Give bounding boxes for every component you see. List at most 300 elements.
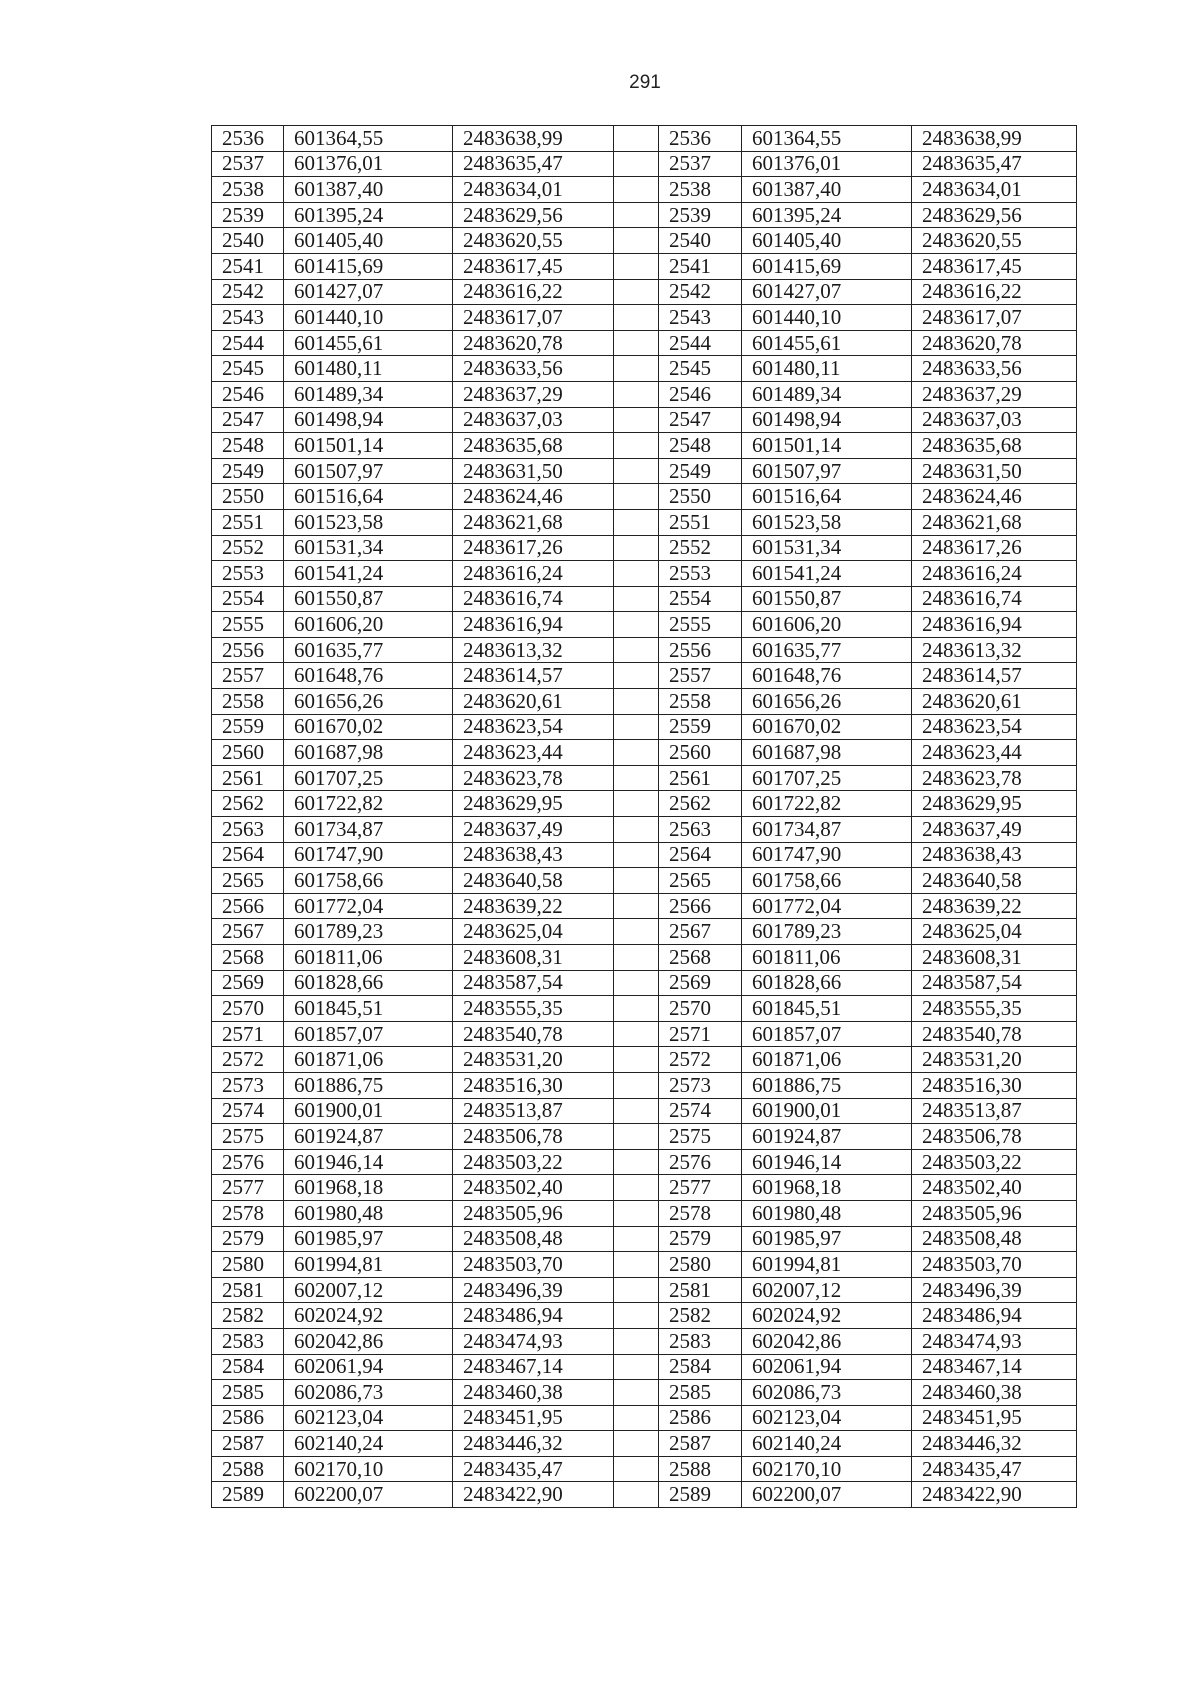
- table-row: [212, 561, 1077, 587]
- table-row: [212, 740, 1077, 766]
- y-coordinate-cell: 2483540,78: [912, 1021, 1077, 1047]
- x-coordinate-cell: 601635,77: [284, 637, 453, 663]
- y-coordinate-cell: 2483616,22: [453, 279, 614, 305]
- x-coordinate-cell: 601507,97: [284, 458, 453, 484]
- point-number-cell: 2589: [212, 1482, 284, 1508]
- point-number-cell: 2570: [659, 996, 742, 1022]
- spacer-cell-cell: [614, 126, 659, 152]
- table-row: [212, 1303, 1077, 1329]
- point-number-cell: 2578: [659, 1200, 742, 1226]
- point-number-cell: 2541: [212, 253, 284, 279]
- point-number-cell: 2540: [212, 228, 284, 254]
- y-coordinate-cell: 2483629,56: [912, 202, 1077, 228]
- y-coordinate-cell: 2483640,58: [453, 868, 614, 894]
- y-coordinate-cell: 2483608,31: [912, 945, 1077, 971]
- spacer-cell-cell: [614, 1277, 659, 1303]
- point-number-cell: 2589: [659, 1482, 742, 1508]
- y-coordinate-cell: 2483460,38: [912, 1380, 1077, 1406]
- table-row: [212, 126, 1077, 152]
- point-number-cell: 2575: [212, 1124, 284, 1150]
- x-coordinate-cell: 601722,82: [284, 791, 453, 817]
- point-number-cell: 2559: [212, 714, 284, 740]
- x-coordinate-cell: 601501,14: [284, 433, 453, 459]
- point-number-cell: 2548: [212, 433, 284, 459]
- table-row: [212, 1021, 1077, 1047]
- x-coordinate-cell: 601523,58: [284, 509, 453, 535]
- y-coordinate-cell: 2483639,22: [453, 893, 614, 919]
- table-row: [212, 1431, 1077, 1457]
- y-coordinate-cell: 2483637,29: [912, 381, 1077, 407]
- point-number-cell: 2586: [212, 1405, 284, 1431]
- x-coordinate-cell: 601886,75: [742, 1072, 912, 1098]
- spacer-cell-cell: [614, 228, 659, 254]
- point-number-cell: 2554: [212, 586, 284, 612]
- x-coordinate-cell: 601498,94: [742, 407, 912, 433]
- x-coordinate-cell: 601523,58: [742, 509, 912, 535]
- x-coordinate-cell: 601656,26: [284, 689, 453, 715]
- point-number-cell: 2539: [659, 202, 742, 228]
- x-coordinate-cell: 601670,02: [284, 714, 453, 740]
- y-coordinate-cell: 2483446,32: [912, 1431, 1077, 1457]
- x-coordinate-cell: 602007,12: [284, 1277, 453, 1303]
- y-coordinate-cell: 2483502,40: [453, 1175, 614, 1201]
- point-number-cell: 2588: [212, 1456, 284, 1482]
- point-number-cell: 2574: [212, 1098, 284, 1124]
- point-number-cell: 2571: [659, 1021, 742, 1047]
- spacer-cell-cell: [614, 868, 659, 894]
- point-number-cell: 2575: [659, 1124, 742, 1150]
- x-coordinate-cell: 601985,97: [284, 1226, 453, 1252]
- table-row: [212, 279, 1077, 305]
- y-coordinate-cell: 2483587,54: [912, 970, 1077, 996]
- x-coordinate-cell: 601376,01: [742, 151, 912, 177]
- x-coordinate-cell: 601501,14: [742, 433, 912, 459]
- y-coordinate-cell: 2483467,14: [912, 1354, 1077, 1380]
- y-coordinate-cell: 2483638,43: [912, 842, 1077, 868]
- point-number-cell: 2552: [659, 535, 742, 561]
- y-coordinate-cell: 2483633,56: [912, 356, 1077, 382]
- spacer-cell-cell: [614, 1431, 659, 1457]
- x-coordinate-cell: 601427,07: [742, 279, 912, 305]
- spacer-cell-cell: [614, 1047, 659, 1073]
- point-number-cell: 2556: [212, 637, 284, 663]
- x-coordinate-cell: 602123,04: [284, 1405, 453, 1431]
- point-number-cell: 2564: [659, 842, 742, 868]
- table-row: [212, 177, 1077, 203]
- y-coordinate-cell: 2483634,01: [453, 177, 614, 203]
- spacer-cell-cell: [614, 817, 659, 843]
- y-coordinate-cell: 2483617,26: [912, 535, 1077, 561]
- x-coordinate-cell: 601734,87: [284, 817, 453, 843]
- table-row: [212, 919, 1077, 945]
- point-number-cell: 2557: [659, 663, 742, 689]
- y-coordinate-cell: 2483624,46: [453, 484, 614, 510]
- y-coordinate-cell: 2483516,30: [912, 1072, 1077, 1098]
- point-number-cell: 2582: [659, 1303, 742, 1329]
- point-number-cell: 2560: [659, 740, 742, 766]
- x-coordinate-cell: 601811,06: [284, 945, 453, 971]
- x-coordinate-cell: 602140,24: [284, 1431, 453, 1457]
- x-coordinate-cell: 601427,07: [284, 279, 453, 305]
- table-row: [212, 1226, 1077, 1252]
- spacer-cell-cell: [614, 689, 659, 715]
- table-row: [212, 765, 1077, 791]
- spacer-cell-cell: [614, 535, 659, 561]
- table-row: [212, 151, 1077, 177]
- y-coordinate-cell: 2483629,95: [453, 791, 614, 817]
- table-row: [212, 407, 1077, 433]
- spacer-cell-cell: [614, 433, 659, 459]
- point-number-cell: 2585: [659, 1380, 742, 1406]
- x-coordinate-cell: 601857,07: [284, 1021, 453, 1047]
- x-coordinate-cell: 601498,94: [284, 407, 453, 433]
- point-number-cell: 2570: [212, 996, 284, 1022]
- y-coordinate-cell: 2483625,04: [912, 919, 1077, 945]
- point-number-cell: 2549: [212, 458, 284, 484]
- y-coordinate-cell: 2483503,22: [453, 1149, 614, 1175]
- point-number-cell: 2583: [212, 1328, 284, 1354]
- point-number-cell: 2587: [659, 1431, 742, 1457]
- x-coordinate-cell: 601924,87: [284, 1124, 453, 1150]
- point-number-cell: 2541: [659, 253, 742, 279]
- y-coordinate-cell: 2483640,58: [912, 868, 1077, 894]
- y-coordinate-cell: 2483451,95: [912, 1405, 1077, 1431]
- table-row: [212, 202, 1077, 228]
- y-coordinate-cell: 2483608,31: [453, 945, 614, 971]
- point-number-cell: 2574: [659, 1098, 742, 1124]
- x-coordinate-cell: 601541,24: [284, 561, 453, 587]
- point-number-cell: 2577: [212, 1175, 284, 1201]
- y-coordinate-cell: 2483446,32: [453, 1431, 614, 1457]
- y-coordinate-cell: 2483638,99: [912, 126, 1077, 152]
- spacer-cell-cell: [614, 586, 659, 612]
- point-number-cell: 2571: [212, 1021, 284, 1047]
- point-number-cell: 2558: [659, 689, 742, 715]
- spacer-cell-cell: [614, 561, 659, 587]
- x-coordinate-cell: 601516,64: [742, 484, 912, 510]
- spacer-cell-cell: [614, 1380, 659, 1406]
- point-number-cell: 2543: [659, 305, 742, 331]
- y-coordinate-cell: 2483633,56: [453, 356, 614, 382]
- spacer-cell-cell: [614, 1175, 659, 1201]
- y-coordinate-cell: 2483505,96: [912, 1200, 1077, 1226]
- x-coordinate-cell: 602200,07: [742, 1482, 912, 1508]
- point-number-cell: 2569: [659, 970, 742, 996]
- x-coordinate-cell: 601480,11: [284, 356, 453, 382]
- point-number-cell: 2556: [659, 637, 742, 663]
- x-coordinate-cell: 601900,01: [284, 1098, 453, 1124]
- x-coordinate-cell: 601789,23: [284, 919, 453, 945]
- x-coordinate-cell: 601994,81: [742, 1252, 912, 1278]
- point-number-cell: 2546: [212, 381, 284, 407]
- point-number-cell: 2543: [212, 305, 284, 331]
- y-coordinate-cell: 2483638,99: [453, 126, 614, 152]
- y-coordinate-cell: 2483620,78: [453, 330, 614, 356]
- table-row: [212, 1098, 1077, 1124]
- table-row: [212, 612, 1077, 638]
- table-row: [212, 996, 1077, 1022]
- point-number-cell: 2573: [659, 1072, 742, 1098]
- x-coordinate-cell: 601811,06: [742, 945, 912, 971]
- point-number-cell: 2577: [659, 1175, 742, 1201]
- y-coordinate-cell: 2483625,04: [453, 919, 614, 945]
- spacer-cell-cell: [614, 458, 659, 484]
- spacer-cell-cell: [614, 1021, 659, 1047]
- x-coordinate-cell: 602170,10: [284, 1456, 453, 1482]
- table-row: [212, 791, 1077, 817]
- point-number-cell: 2565: [212, 868, 284, 894]
- x-coordinate-cell: 601489,34: [742, 381, 912, 407]
- table-row: [212, 1354, 1077, 1380]
- x-coordinate-cell: 601648,76: [742, 663, 912, 689]
- point-number-cell: 2549: [659, 458, 742, 484]
- y-coordinate-cell: 2483620,55: [912, 228, 1077, 254]
- spacer-cell-cell: [614, 1072, 659, 1098]
- spacer-cell-cell: [614, 1200, 659, 1226]
- point-number-cell: 2545: [659, 356, 742, 382]
- y-coordinate-cell: 2483505,96: [453, 1200, 614, 1226]
- x-coordinate-cell: 601606,20: [284, 612, 453, 638]
- x-coordinate-cell: 601968,18: [284, 1175, 453, 1201]
- spacer-cell-cell: [614, 509, 659, 535]
- point-number-cell: 2540: [659, 228, 742, 254]
- table-row: [212, 1328, 1077, 1354]
- x-coordinate-cell: 601968,18: [742, 1175, 912, 1201]
- point-number-cell: 2579: [659, 1226, 742, 1252]
- x-coordinate-cell: 601747,90: [742, 842, 912, 868]
- point-number-cell: 2579: [212, 1226, 284, 1252]
- y-coordinate-cell: 2483616,24: [912, 561, 1077, 587]
- point-number-cell: 2580: [212, 1252, 284, 1278]
- table-row: [212, 330, 1077, 356]
- point-number-cell: 2566: [212, 893, 284, 919]
- spacer-cell-cell: [614, 970, 659, 996]
- spacer-cell-cell: [614, 1482, 659, 1508]
- y-coordinate-cell: 2483637,03: [453, 407, 614, 433]
- y-coordinate-cell: 2483620,61: [453, 689, 614, 715]
- x-coordinate-cell: 601507,97: [742, 458, 912, 484]
- x-coordinate-cell: 601772,04: [742, 893, 912, 919]
- x-coordinate-cell: 601747,90: [284, 842, 453, 868]
- x-coordinate-cell: 601635,77: [742, 637, 912, 663]
- x-coordinate-cell: 602061,94: [284, 1354, 453, 1380]
- spacer-cell-cell: [614, 945, 659, 971]
- y-coordinate-cell: 2483616,74: [453, 586, 614, 612]
- x-coordinate-cell: 601886,75: [284, 1072, 453, 1098]
- spacer-cell-cell: [614, 381, 659, 407]
- table-row: [212, 1277, 1077, 1303]
- x-coordinate-cell: 602170,10: [742, 1456, 912, 1482]
- y-coordinate-cell: 2483623,78: [453, 765, 614, 791]
- x-coordinate-cell: 601980,48: [284, 1200, 453, 1226]
- point-number-cell: 2572: [212, 1047, 284, 1073]
- spacer-cell-cell: [614, 484, 659, 510]
- point-number-cell: 2565: [659, 868, 742, 894]
- y-coordinate-cell: 2483422,90: [453, 1482, 614, 1508]
- point-number-cell: 2544: [212, 330, 284, 356]
- point-number-cell: 2548: [659, 433, 742, 459]
- spacer-cell-cell: [614, 1226, 659, 1252]
- point-number-cell: 2542: [212, 279, 284, 305]
- spacer-cell-cell: [614, 714, 659, 740]
- x-coordinate-cell: 601415,69: [742, 253, 912, 279]
- table-row: [212, 893, 1077, 919]
- y-coordinate-cell: 2483503,70: [453, 1252, 614, 1278]
- x-coordinate-cell: 602061,94: [742, 1354, 912, 1380]
- spacer-cell-cell: [614, 305, 659, 331]
- point-number-cell: 2564: [212, 842, 284, 868]
- x-coordinate-cell: 601828,66: [742, 970, 912, 996]
- x-coordinate-cell: 601734,87: [742, 817, 912, 843]
- x-coordinate-cell: 601707,25: [284, 765, 453, 791]
- x-coordinate-cell: 601758,66: [742, 868, 912, 894]
- table-row: [212, 689, 1077, 715]
- point-number-cell: 2588: [659, 1456, 742, 1482]
- y-coordinate-cell: 2483635,68: [912, 433, 1077, 459]
- point-number-cell: 2536: [212, 126, 284, 152]
- spacer-cell-cell: [614, 151, 659, 177]
- x-coordinate-cell: 601364,55: [284, 126, 453, 152]
- spacer-cell-cell: [614, 1354, 659, 1380]
- x-coordinate-cell: 602123,04: [742, 1405, 912, 1431]
- x-coordinate-cell: 601440,10: [284, 305, 453, 331]
- x-coordinate-cell: 601946,14: [284, 1149, 453, 1175]
- x-coordinate-cell: 601415,69: [284, 253, 453, 279]
- y-coordinate-cell: 2483435,47: [453, 1456, 614, 1482]
- point-number-cell: 2536: [659, 126, 742, 152]
- y-coordinate-cell: 2483634,01: [912, 177, 1077, 203]
- point-number-cell: 2537: [659, 151, 742, 177]
- coordinates-table-body: [212, 126, 1077, 1508]
- y-coordinate-cell: 2483486,94: [453, 1303, 614, 1329]
- y-coordinate-cell: 2483639,22: [912, 893, 1077, 919]
- x-coordinate-cell: 601405,40: [284, 228, 453, 254]
- y-coordinate-cell: 2483623,54: [453, 714, 614, 740]
- x-coordinate-cell: 601376,01: [284, 151, 453, 177]
- point-number-cell: 2563: [659, 817, 742, 843]
- y-coordinate-cell: 2483616,94: [912, 612, 1077, 638]
- point-number-cell: 2569: [212, 970, 284, 996]
- y-coordinate-cell: 2483451,95: [453, 1405, 614, 1431]
- x-coordinate-cell: 602086,73: [284, 1380, 453, 1406]
- spacer-cell-cell: [614, 1405, 659, 1431]
- x-coordinate-cell: 601845,51: [742, 996, 912, 1022]
- spacer-cell-cell: [614, 1124, 659, 1150]
- y-coordinate-cell: 2483503,22: [912, 1149, 1077, 1175]
- y-coordinate-cell: 2483617,07: [453, 305, 614, 331]
- spacer-cell-cell: [614, 919, 659, 945]
- spacer-cell-cell: [614, 740, 659, 766]
- point-number-cell: 2583: [659, 1328, 742, 1354]
- x-coordinate-cell: 601541,24: [742, 561, 912, 587]
- x-coordinate-cell: 601455,61: [742, 330, 912, 356]
- table-row: [212, 714, 1077, 740]
- y-coordinate-cell: 2483620,61: [912, 689, 1077, 715]
- y-coordinate-cell: 2483623,54: [912, 714, 1077, 740]
- x-coordinate-cell: 601364,55: [742, 126, 912, 152]
- point-number-cell: 2538: [212, 177, 284, 203]
- y-coordinate-cell: 2483635,68: [453, 433, 614, 459]
- table-row: [212, 586, 1077, 612]
- x-coordinate-cell: 601670,02: [742, 714, 912, 740]
- spacer-cell-cell: [614, 893, 659, 919]
- y-coordinate-cell: 2483506,78: [453, 1124, 614, 1150]
- x-coordinate-cell: 601946,14: [742, 1149, 912, 1175]
- x-coordinate-cell: 601828,66: [284, 970, 453, 996]
- y-coordinate-cell: 2483555,35: [453, 996, 614, 1022]
- x-coordinate-cell: 602042,86: [284, 1328, 453, 1354]
- y-coordinate-cell: 2483467,14: [453, 1354, 614, 1380]
- x-coordinate-cell: 601758,66: [284, 868, 453, 894]
- x-coordinate-cell: 601722,82: [742, 791, 912, 817]
- y-coordinate-cell: 2483555,35: [912, 996, 1077, 1022]
- y-coordinate-cell: 2483629,95: [912, 791, 1077, 817]
- y-coordinate-cell: 2483617,45: [453, 253, 614, 279]
- x-coordinate-cell: 601606,20: [742, 612, 912, 638]
- y-coordinate-cell: 2483474,93: [453, 1328, 614, 1354]
- point-number-cell: 2553: [212, 561, 284, 587]
- x-coordinate-cell: 601980,48: [742, 1200, 912, 1226]
- y-coordinate-cell: 2483635,47: [912, 151, 1077, 177]
- point-number-cell: 2554: [659, 586, 742, 612]
- point-number-cell: 2550: [659, 484, 742, 510]
- y-coordinate-cell: 2483621,68: [912, 509, 1077, 535]
- table-row: [212, 458, 1077, 484]
- x-coordinate-cell: 601387,40: [284, 177, 453, 203]
- y-coordinate-cell: 2483616,24: [453, 561, 614, 587]
- point-number-cell: 2551: [212, 509, 284, 535]
- y-coordinate-cell: 2483422,90: [912, 1482, 1077, 1508]
- table-row: [212, 945, 1077, 971]
- x-coordinate-cell: 601845,51: [284, 996, 453, 1022]
- point-number-cell: 2573: [212, 1072, 284, 1098]
- point-number-cell: 2582: [212, 1303, 284, 1329]
- y-coordinate-cell: 2483631,50: [453, 458, 614, 484]
- table-row: [212, 253, 1077, 279]
- point-number-cell: 2561: [659, 765, 742, 791]
- x-coordinate-cell: 601871,06: [742, 1047, 912, 1073]
- point-number-cell: 2562: [212, 791, 284, 817]
- spacer-cell-cell: [614, 663, 659, 689]
- x-coordinate-cell: 601789,23: [742, 919, 912, 945]
- point-number-cell: 2545: [212, 356, 284, 382]
- table-row: [212, 817, 1077, 843]
- point-number-cell: 2584: [212, 1354, 284, 1380]
- table-row: [212, 1252, 1077, 1278]
- table-row: [212, 509, 1077, 535]
- point-number-cell: 2562: [659, 791, 742, 817]
- point-number-cell: 2586: [659, 1405, 742, 1431]
- y-coordinate-cell: 2483587,54: [453, 970, 614, 996]
- y-coordinate-cell: 2483616,22: [912, 279, 1077, 305]
- point-number-cell: 2539: [212, 202, 284, 228]
- point-number-cell: 2585: [212, 1380, 284, 1406]
- y-coordinate-cell: 2483616,94: [453, 612, 614, 638]
- spacer-cell-cell: [614, 842, 659, 868]
- spacer-cell-cell: [614, 253, 659, 279]
- y-coordinate-cell: 2483613,32: [453, 637, 614, 663]
- point-number-cell: 2566: [659, 893, 742, 919]
- y-coordinate-cell: 2483620,55: [453, 228, 614, 254]
- table-row: [212, 535, 1077, 561]
- x-coordinate-cell: 602024,92: [284, 1303, 453, 1329]
- point-number-cell: 2546: [659, 381, 742, 407]
- y-coordinate-cell: 2483508,48: [912, 1226, 1077, 1252]
- point-number-cell: 2553: [659, 561, 742, 587]
- y-coordinate-cell: 2483496,39: [453, 1277, 614, 1303]
- point-number-cell: 2552: [212, 535, 284, 561]
- table-row: [212, 1405, 1077, 1431]
